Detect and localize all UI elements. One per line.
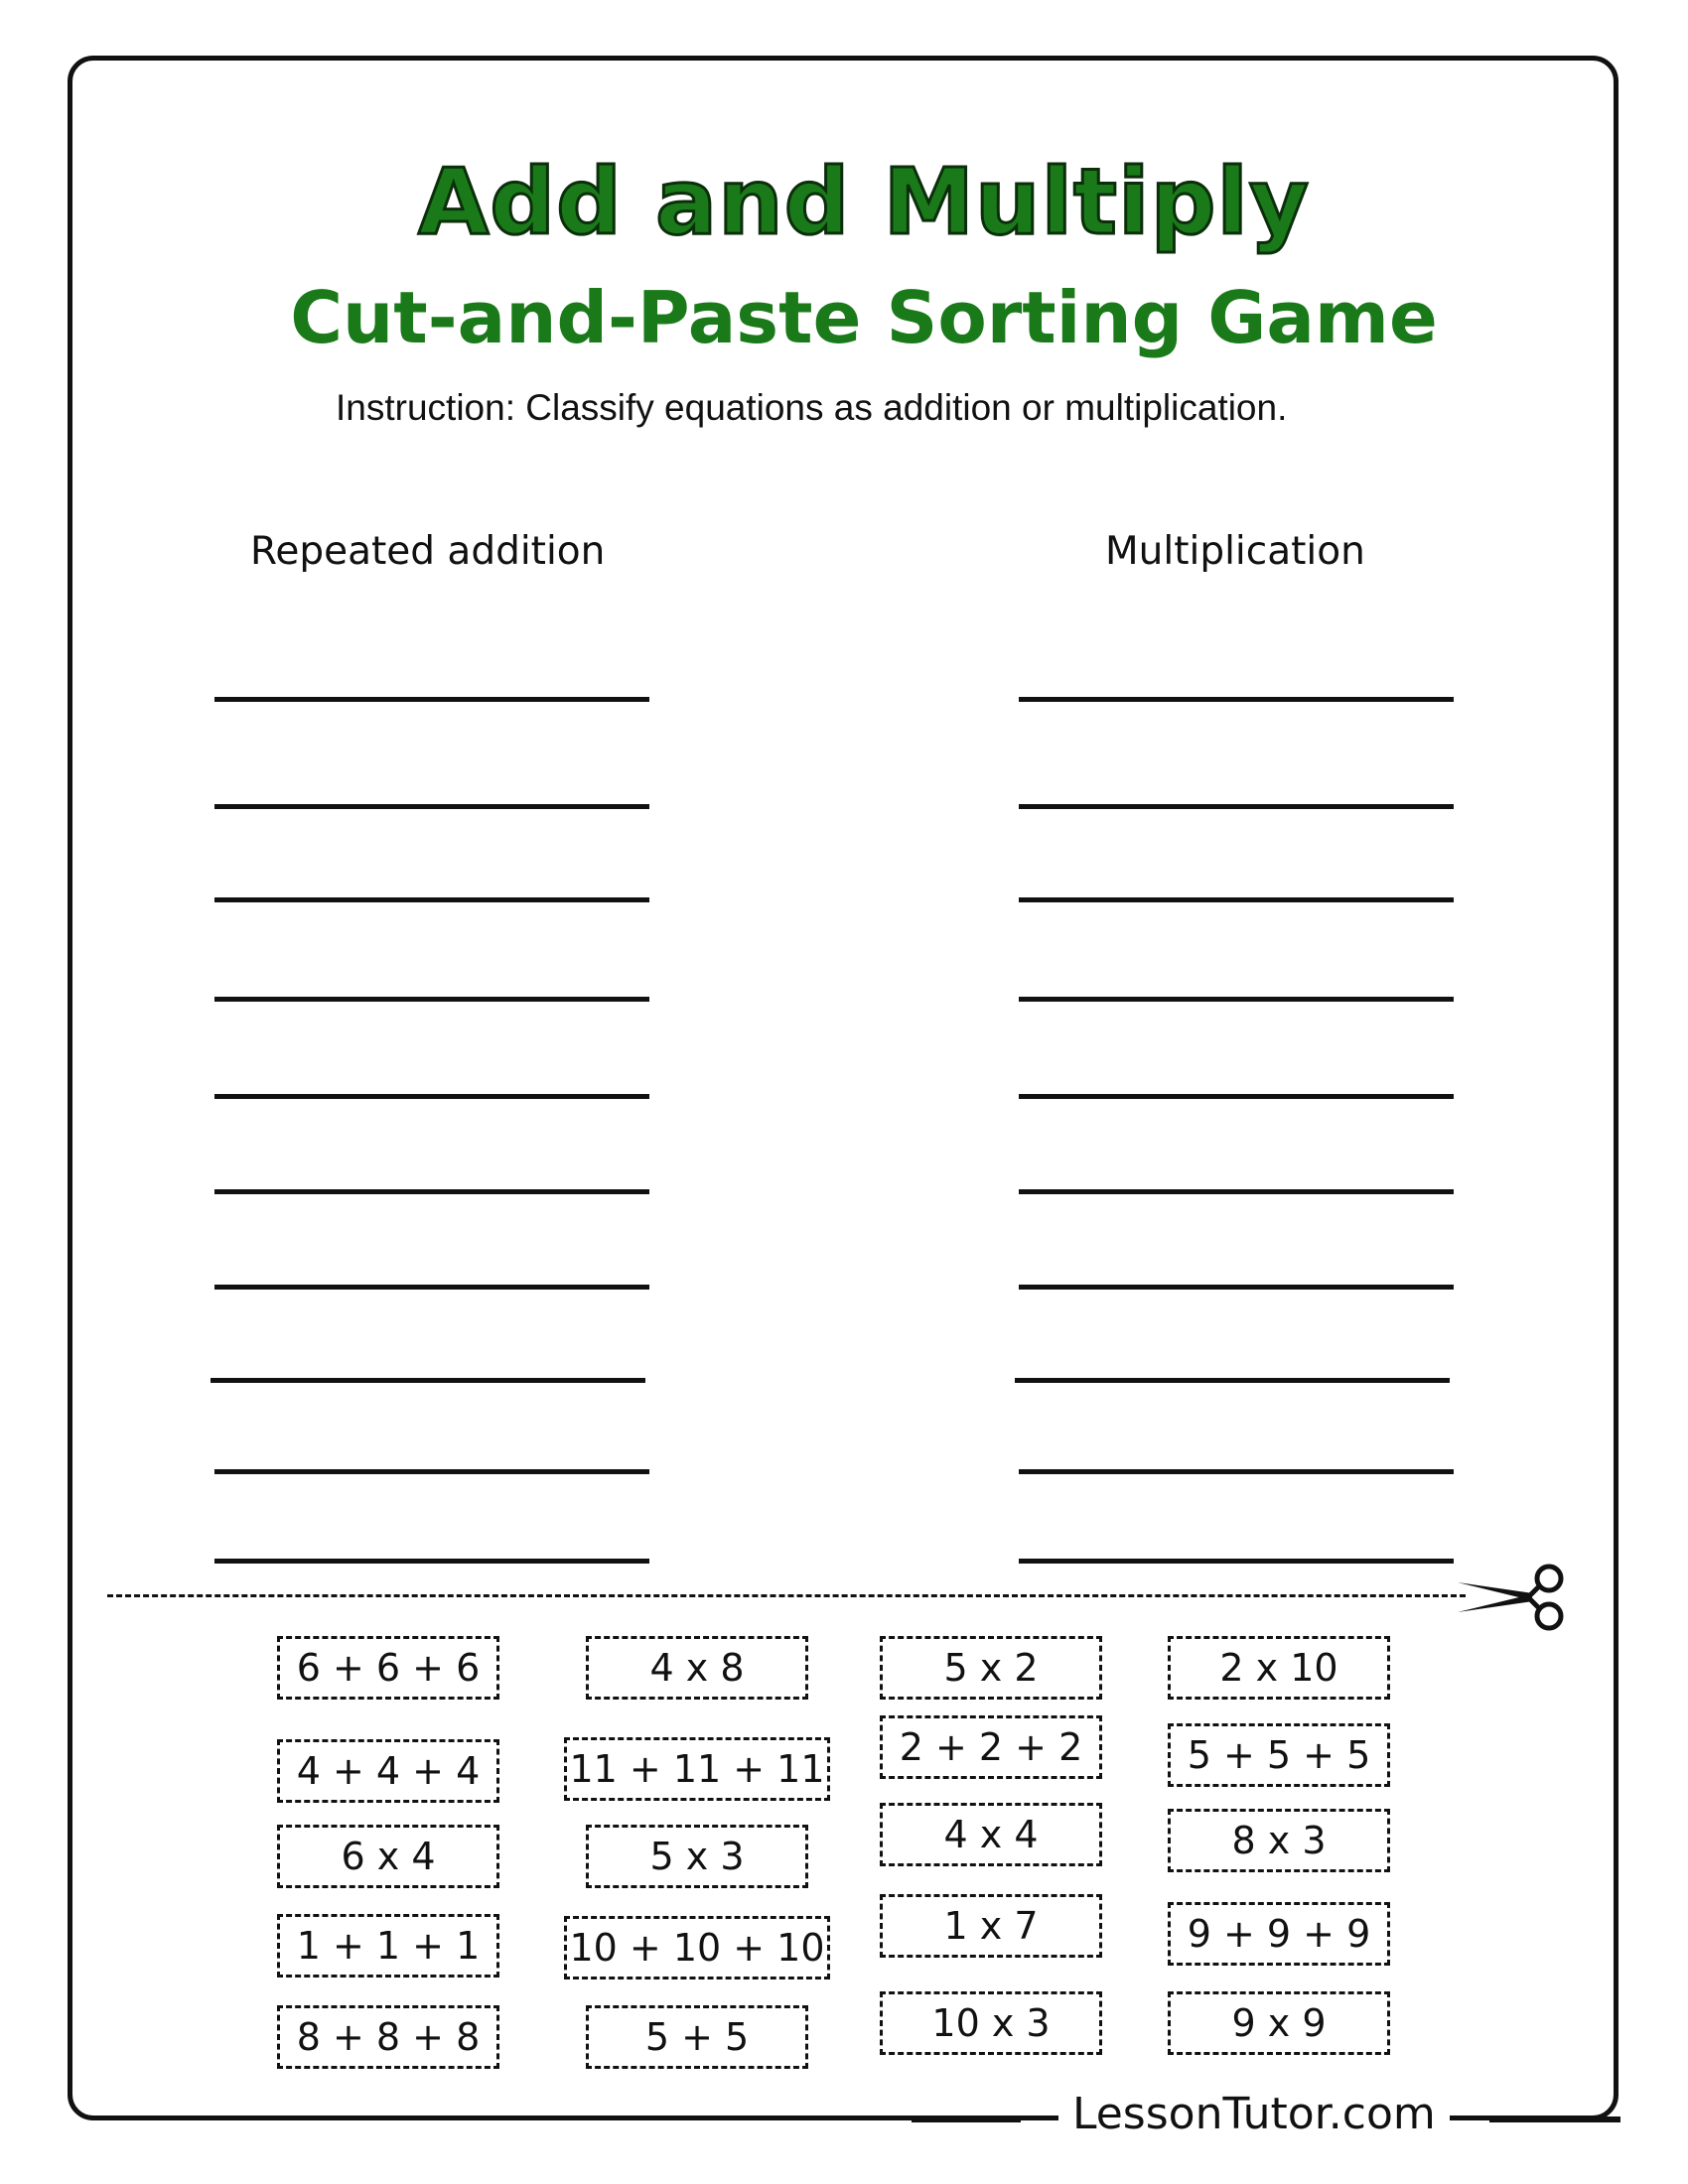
answer-line-right-5 [1019,1094,1454,1099]
worksheet-subtitle: Cut-and-Paste Sorting Game [290,276,1438,359]
answer-line-right-9 [1019,1469,1454,1474]
equation-card[interactable]: 4 x 4 [880,1803,1102,1866]
answer-line-left-3 [214,897,649,902]
equation-card[interactable]: 2 x 10 [1168,1636,1390,1700]
answer-line-right-10 [1019,1559,1454,1564]
answer-line-right-7 [1019,1285,1454,1290]
equation-card[interactable]: 5 + 5 + 5 [1168,1723,1390,1787]
equation-card[interactable]: 2 + 2 + 2 [880,1715,1102,1779]
answer-line-left-8 [211,1378,645,1383]
footer-site-name: LessonTutor.com [1058,2089,1450,2139]
answer-line-left-5 [214,1094,649,1099]
answer-line-left-6 [214,1189,649,1194]
worksheet-title: Add and Multiply [418,149,1310,255]
footer-rule-right [1489,2116,1620,2122]
equation-card[interactable]: 6 + 6 + 6 [277,1636,499,1700]
equation-card[interactable]: 5 x 3 [586,1825,808,1888]
footer-rule-left [912,2116,1021,2122]
answer-line-right-3 [1019,897,1454,902]
equation-card[interactable]: 6 x 4 [277,1825,499,1888]
equation-card[interactable]: 10 + 10 + 10 [564,1916,830,1979]
answer-line-right-1 [1019,697,1454,702]
answer-line-left-4 [214,997,649,1002]
cut-line [107,1594,1466,1597]
equation-card[interactable]: 1 + 1 + 1 [277,1914,499,1978]
equation-card[interactable]: 4 + 4 + 4 [277,1739,499,1803]
answer-line-right-8 [1015,1378,1450,1383]
instruction-text: Instruction: Classify equations as addition or multiplication. [336,387,1288,428]
answer-line-left-2 [214,804,649,809]
answer-line-right-2 [1019,804,1454,809]
equation-card[interactable]: 8 + 8 + 8 [277,2005,499,2069]
equation-card[interactable]: 5 + 5 [586,2005,808,2069]
equation-card[interactable]: 4 x 8 [586,1636,808,1700]
equation-card[interactable]: 9 + 9 + 9 [1168,1902,1390,1966]
equation-card[interactable]: 1 x 7 [880,1894,1102,1958]
equation-card[interactable]: 11 + 11 + 11 [564,1737,830,1801]
answer-line-left-7 [214,1285,649,1290]
column-heading-multiplication: Multiplication [1105,529,1365,574]
scissors-icon [1456,1561,1575,1632]
equation-card[interactable]: 9 x 9 [1168,1991,1390,2055]
answer-line-right-6 [1019,1189,1454,1194]
answer-line-left-9 [214,1469,649,1474]
equation-card[interactable]: 5 x 2 [880,1636,1102,1700]
equation-card[interactable]: 8 x 3 [1168,1809,1390,1872]
answer-line-left-1 [214,697,649,702]
answer-line-left-10 [214,1559,649,1564]
answer-line-right-4 [1019,997,1454,1002]
column-heading-repeated-addition: Repeated addition [250,529,606,574]
equation-card[interactable]: 10 x 3 [880,1991,1102,2055]
